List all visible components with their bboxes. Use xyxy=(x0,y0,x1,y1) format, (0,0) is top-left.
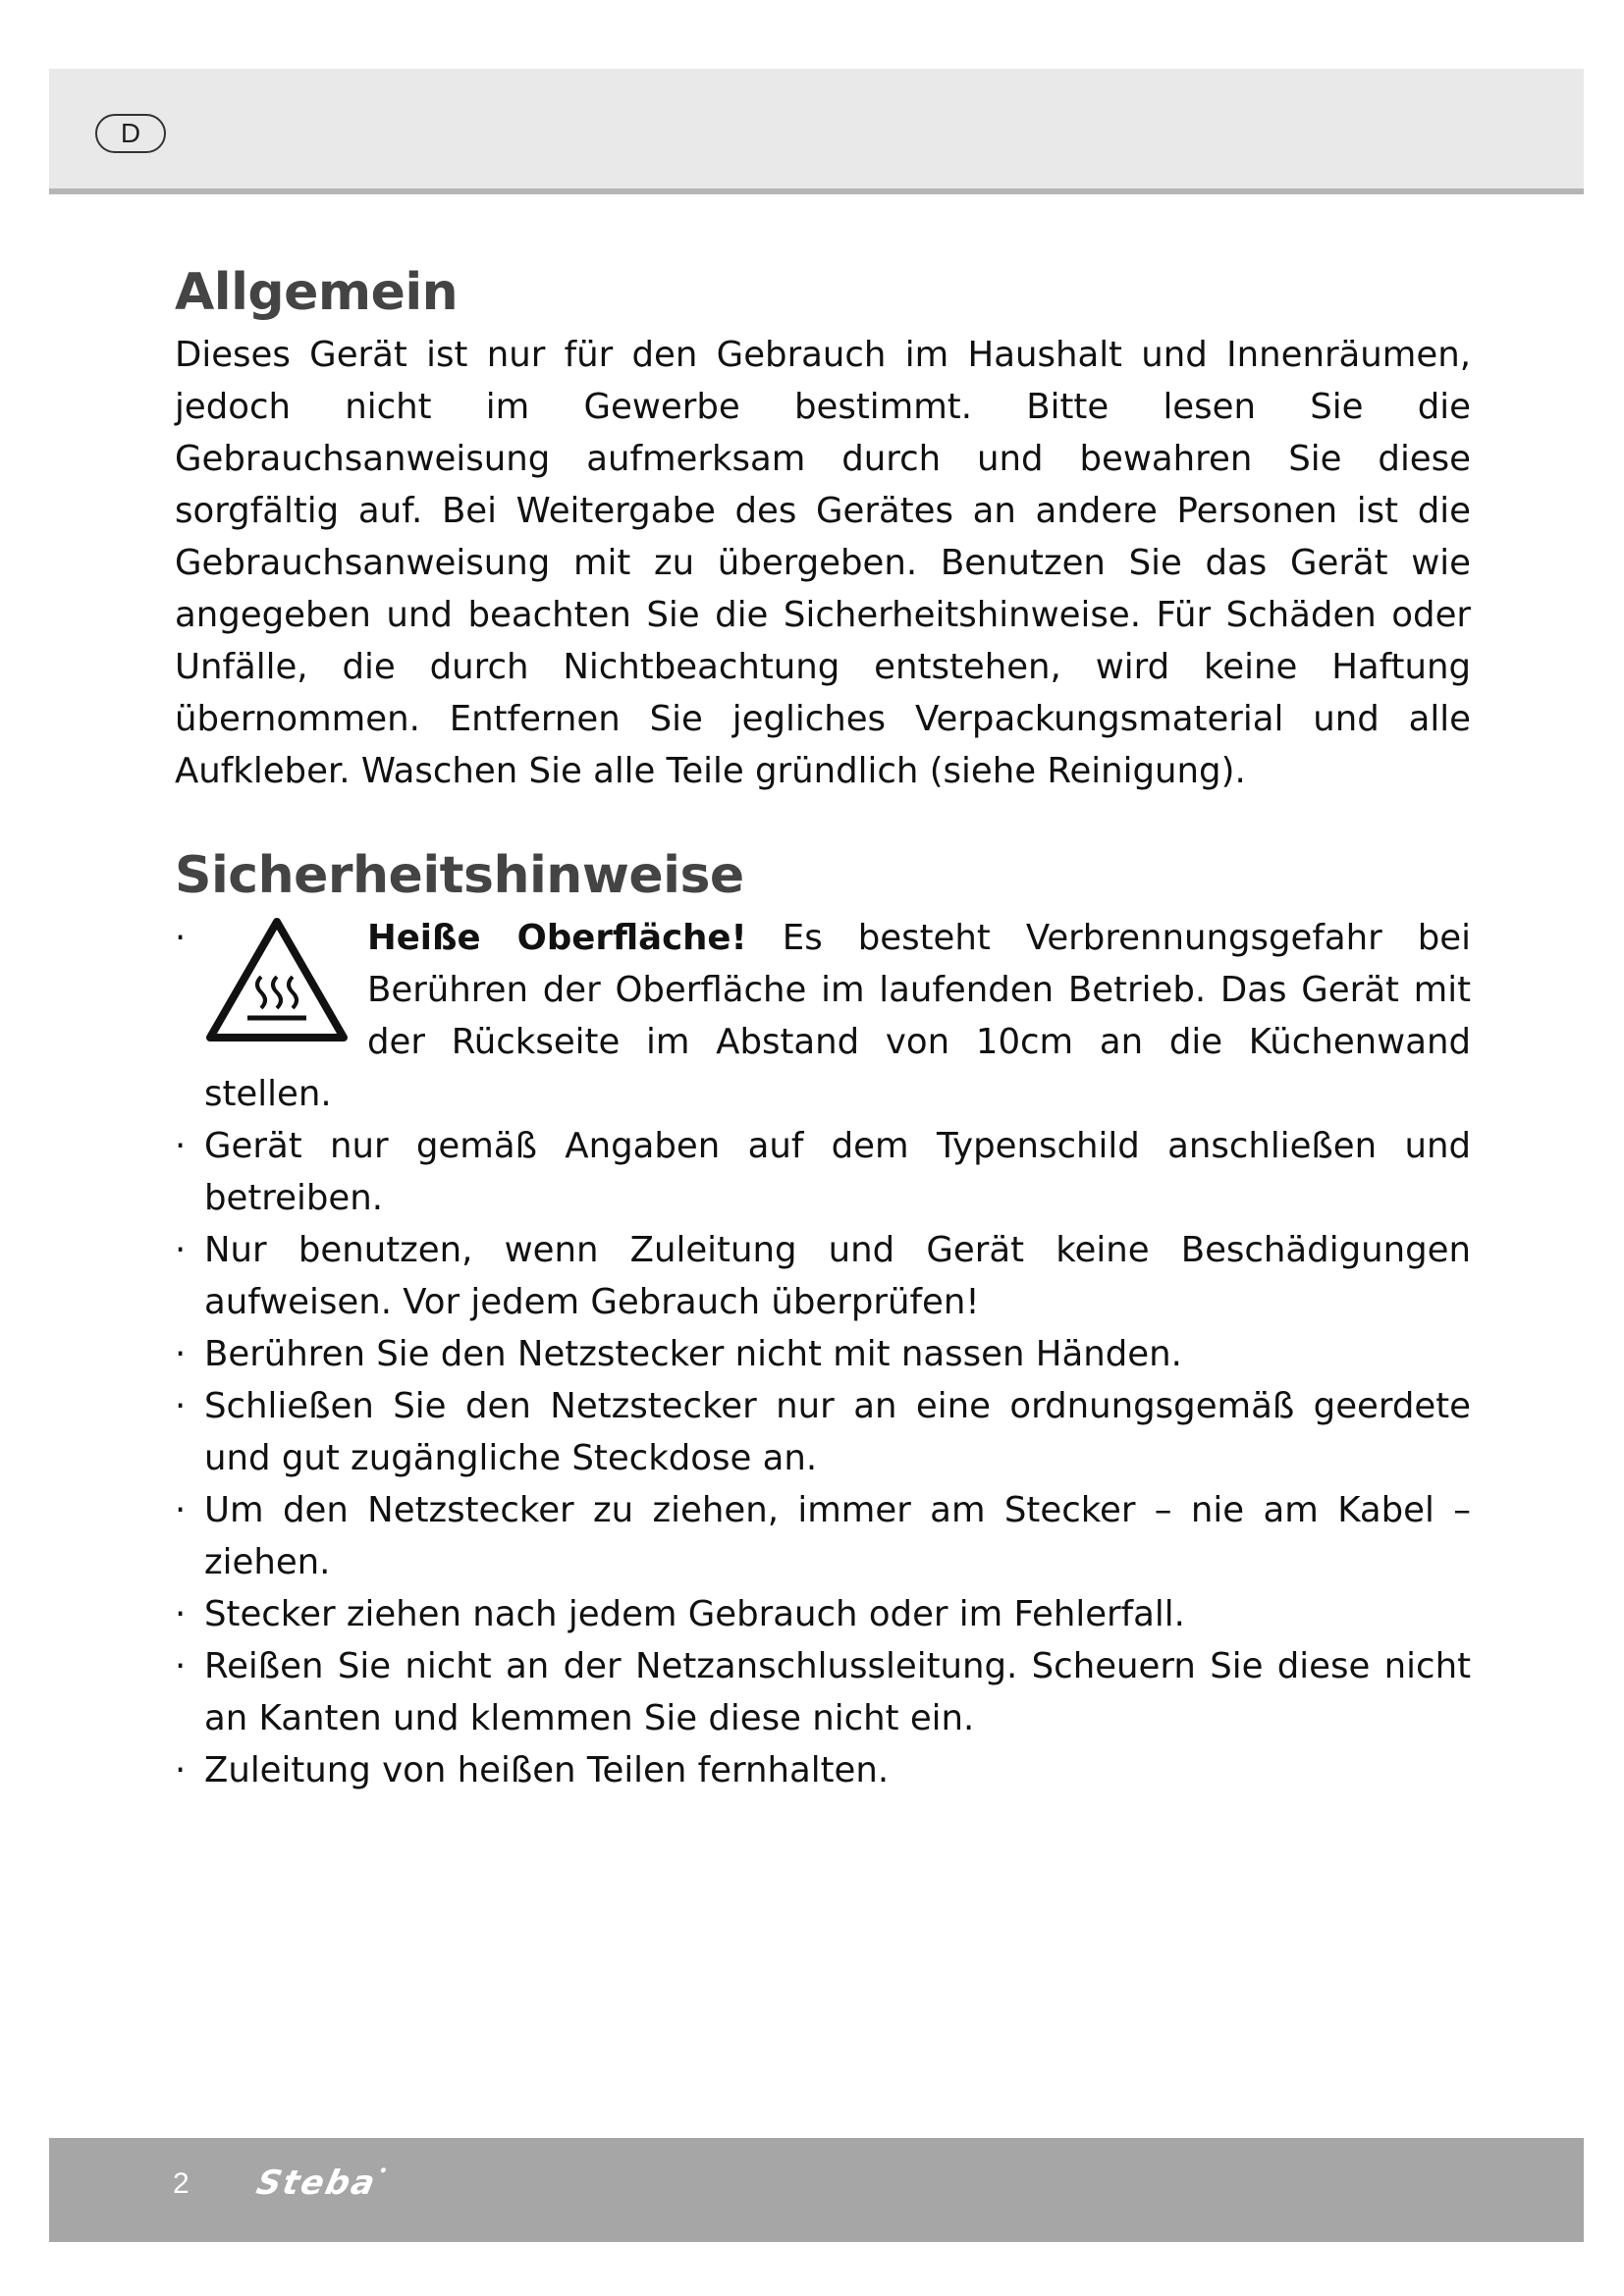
safety-heading: Sicherheitshinweise xyxy=(175,846,744,906)
bullet: · xyxy=(175,1230,187,1271)
bullet: · xyxy=(175,1490,187,1531)
safety-list xyxy=(175,912,1471,1796)
section-safety xyxy=(175,848,1471,1796)
warning-title: Heiße Oberfläche! xyxy=(367,918,747,959)
general-heading: Allgemein xyxy=(175,263,459,322)
safety-item-hot-surface xyxy=(175,912,1471,1120)
page-number: 2 xyxy=(173,2167,189,2200)
registered-mark: • xyxy=(376,2163,392,2179)
list-item-text: Um den Netzstecker zu ziehen, immer am Stecker – nie am Kabel – ziehen. xyxy=(204,1490,1471,1583)
header-band xyxy=(49,69,1584,190)
bullet: · xyxy=(175,1334,187,1375)
header-divider xyxy=(49,188,1584,194)
warning-text: Es besteht Verbrennungsgefahr bei Berühren der Oberfläche im laufenden Betrieb. Das Gerät mit der Rückseite im Abstand von 10cm an die Küchenwand stellen. xyxy=(204,918,1471,1115)
page-content xyxy=(175,265,1471,1796)
list-item-text: Stecker ziehen nach jedem Gebrauch oder im Fehlerfall. xyxy=(204,1594,1185,1635)
list-item xyxy=(175,1380,1471,1484)
bullet: · xyxy=(175,1126,187,1167)
list-item xyxy=(175,1744,1471,1796)
section-general xyxy=(175,265,1471,797)
language-badge: D xyxy=(95,114,166,153)
bullet: · xyxy=(175,918,187,959)
list-item-text: Gerät nur gemäß Angaben auf dem Typenschild anschließen und betreiben. xyxy=(204,1126,1471,1219)
brand-name: Steba xyxy=(252,2163,381,2203)
general-paragraph: Dieses Gerät ist nur für den Gebrauch im Haushalt und Innenräumen, jedoch nicht im Gewerbe bestimmt. Bitte lesen Sie die Gebrauchsanweisung aufmerksam durch und bewahren Sie diese sorgfältig auf. Bei Weitergabe des Gerätes an andere Personen ist die Gebrauchsanweisung mit zu übergeben. Benutzen Sie das Gerät wie angegeben und beachten Sie die Sicherheitshinweise. Für Schäden oder Unfälle, die durch Nichtbeachtung entstehen, wird keine Haftung übernommen. Entfernen Sie jegliches Verpackungsmaterial und alle Aufkleber. Waschen Sie alle Teile gründlich (siehe Reinigung). xyxy=(175,335,1471,792)
list-item xyxy=(175,1640,1471,1744)
list-item xyxy=(175,1328,1471,1380)
bullet: · xyxy=(175,1386,187,1427)
list-item-text: Schließen Sie den Netzstecker nur an eine ordnungsgemäß geerdete und gut zugängliche Steckdose an. xyxy=(204,1386,1471,1479)
list-item xyxy=(175,1120,1471,1224)
bullet: · xyxy=(175,1750,187,1791)
list-item xyxy=(175,1224,1471,1328)
list-item-text: Reißen Sie nicht an der Netzanschlussleitung. Scheuern Sie diese nicht an Kanten und klemmen Sie diese nicht ein. xyxy=(204,1646,1471,1739)
bullet: · xyxy=(175,1594,187,1635)
list-item xyxy=(175,1484,1471,1588)
brand-logo xyxy=(253,2163,392,2203)
hot-surface-warning-icon xyxy=(204,916,350,1045)
list-item-text: Nur benutzen, wenn Zuleitung und Gerät keine Beschädigungen aufweisen. Vor jedem Gebrauch überprüfen! xyxy=(204,1230,1471,1323)
bullet: · xyxy=(175,1646,187,1687)
list-item xyxy=(175,1588,1471,1640)
list-item-text: Zuleitung von heißen Teilen fernhalten. xyxy=(204,1750,890,1791)
list-item-text: Berühren Sie den Netzstecker nicht mit nassen Händen. xyxy=(204,1334,1182,1375)
